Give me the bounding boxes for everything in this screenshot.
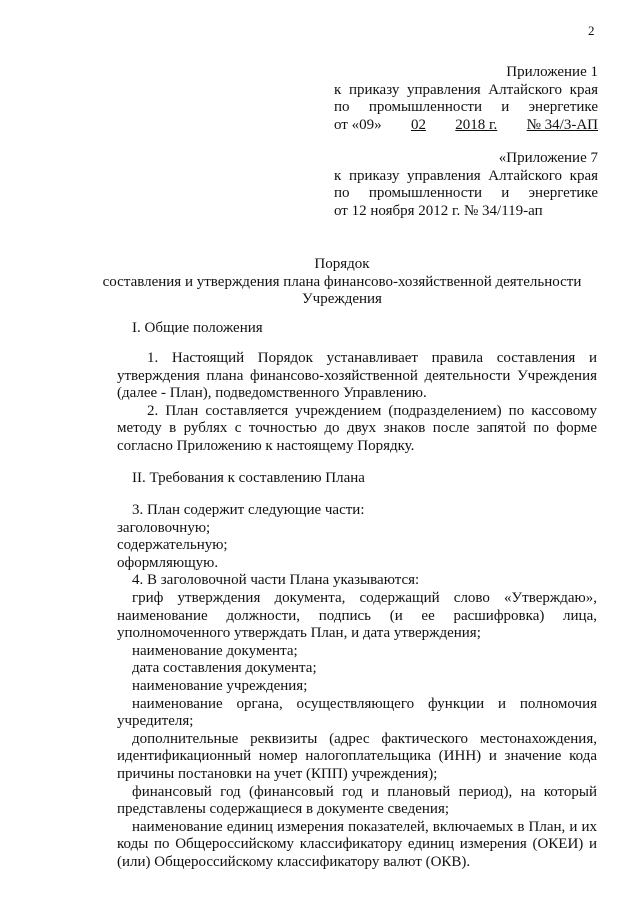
section-1-heading: I. Общие положения — [132, 320, 263, 336]
annex-7-title: «Приложение 7 — [498, 150, 598, 166]
title-line-1: Порядок — [314, 256, 370, 272]
annex-1-order-line — [334, 117, 598, 135]
annex-1-order-day: от «09» — [334, 116, 382, 133]
annex-1-line-2: к приказу управления Алтайского края — [334, 81, 598, 98]
annex-7-line-2: к приказу управления Алтайского края — [334, 167, 598, 184]
annex-1-line-3: по промышленности и энергетике — [334, 99, 598, 116]
section-2-heading: II. Требования к составлению Плана — [132, 470, 365, 486]
list-item: наименование единиц измерения показателей, включаемых в План, и их коды по Общероссийскому классификатору единиц измерения (ОКЕИ) и (или) Общероссийскому классификатору валют (ОКВ). — [117, 818, 597, 870]
paragraph-2: 2. План составляется учреждением (подразделением) по кассовому методу в рублях с точностью до двух знаков после запятой по форме согласно Приложению к настоящему Порядку. — [117, 402, 597, 454]
section-1-body — [117, 350, 597, 456]
list-item: финансовый год (финансовый год и плановый период), на который представлены содержащиеся в документе сведения; — [117, 783, 597, 818]
list-item: наименование учреждения; — [132, 677, 308, 694]
list-item: дата составления документа; — [132, 660, 317, 677]
annex-1-title: Приложение 1 — [506, 64, 598, 80]
part-item: оформляющую. — [117, 554, 219, 571]
paragraph-3: 3. План содержит следующие части: — [132, 502, 365, 518]
annex-1-order-month: 02 — [410, 116, 426, 133]
part-item: заголовочную; — [117, 519, 211, 536]
list-item: дополнительные реквизиты (адрес фактического местонахождения, идентификационный номер налогоплательщика (ИНН) и значение кода причины постановки на учет (КПП) учреждения); — [117, 730, 597, 782]
annex-1-order-number: № 34/3-АП — [526, 116, 598, 133]
title-line-3: Учреждения — [302, 291, 382, 308]
document-title — [100, 256, 584, 309]
part-item: содержательную; — [117, 537, 228, 554]
list-item: гриф утверждения документа, содержащий слово «Утверждаю», наименование должности, подпись (и ее расшифровка) лица, уполномоченного утверждать План, и дата утверждения; — [117, 589, 597, 642]
annex-7-block — [334, 150, 598, 220]
annex-7-line-3: по промышленности и энергетике — [334, 185, 598, 202]
title-line-2: составления и утверждения плана финансово-хозяйственной деятельности — [102, 273, 582, 290]
paragraph-4: 4. В заголовочной части Плана указываются: — [132, 572, 420, 589]
annex-1-block — [334, 64, 598, 134]
page-number: 2 — [588, 23, 595, 38]
section-2-body — [117, 502, 597, 871]
list-item: наименование органа, осуществляющего функции и полномочия учредителя; — [117, 695, 597, 730]
paragraph-1: 1. Настоящий Порядок устанавливает правила составления и утверждения плана финансово-хозяйственной деятельности Учреждения (далее - План), подведомственного Управлению. — [117, 350, 597, 402]
list-item: наименование документа; — [132, 642, 298, 659]
annex-7-order-line: от 12 ноября 2012 г. № 34/119-ап — [334, 202, 543, 219]
annex-1-order-year: 2018 г. — [455, 116, 498, 133]
